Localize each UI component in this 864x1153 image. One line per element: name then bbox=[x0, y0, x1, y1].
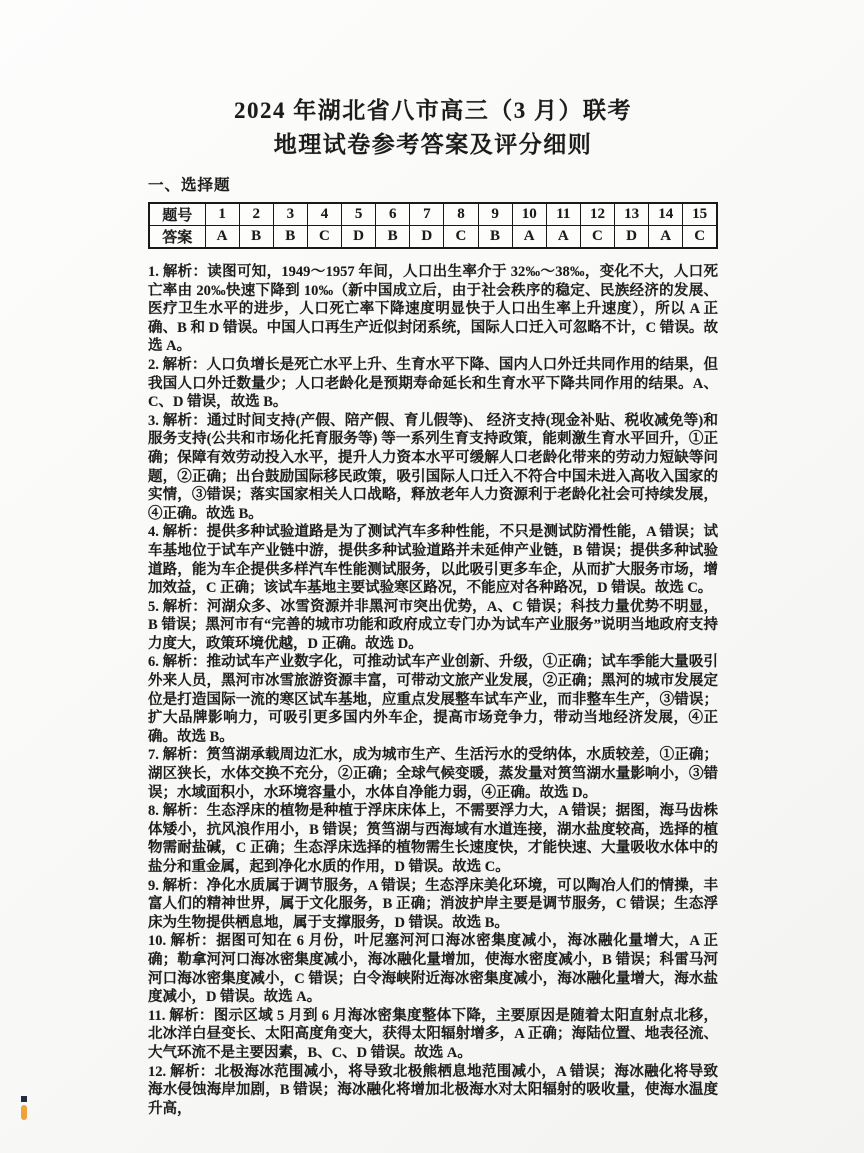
explanation-paragraph: 9. 解析：净化水质属于调节服务，A 错误；生态浮床美化环境，可以陶冶人们的情操，丰富人们的精神世界，属于文化服务，B 正确；消波护岸主要是调节服务，C 错误；生态浮床为生物提供栖息地，属于支撑服务，D 错误。故选 B。 bbox=[148, 877, 718, 931]
row-header-question-number: 题号 bbox=[149, 203, 205, 226]
question-number-cell: 4 bbox=[307, 203, 341, 226]
answer-cell: C bbox=[580, 226, 614, 249]
watermark-i-icon bbox=[20, 1096, 28, 1120]
answer-cell: B bbox=[478, 226, 512, 249]
section-heading-multiple-choice: 一、选择题 bbox=[148, 177, 231, 194]
document-page bbox=[148, 94, 718, 1118]
explanation-paragraph: 6. 解析：推动试车产业数字化，可推动试车产业创新、升级，①正确；试车季能大量吸引外来人员，黑河市冰雪旅游资源丰富，可带动文旅产业发展，②正确；黑河的城市发展定位是打造国际一流的寒区试车基地，应重点发展整车试车产业，而非整车生产，③错误；扩大品牌影响力，可吸引更多国内外车企，提高市场竞争力，带动当地经济发展，④正确。故选 B。 bbox=[148, 654, 718, 745]
question-number-cell: 9 bbox=[478, 203, 512, 226]
explanations-section bbox=[148, 263, 718, 1118]
explanation-paragraph: 1. 解析：读图可知，1949～1957 年间，人口出生率介于 32‰～38‰，变化不大，人口死亡率由 20‰快速下降到 10‰（新中国成立后，由于社会秩序的稳定、民族经济的发展、医疗卫生水平的进步，人口死亡率下降速度明显快于人口出生率上升速度），所以 A 正确、B 和 D 错误。中国人口再生产近似封闭系统，国际人口迁入可忽略不计，C 错误。故选 A。 bbox=[148, 264, 718, 355]
watermark-bar bbox=[21, 1105, 27, 1120]
answer-cell: A bbox=[205, 226, 239, 249]
question-number-cell: 15 bbox=[683, 203, 717, 226]
explanation-paragraph: 3. 解析：通过时间支持(产假、陪产假、育儿假等)、 经济支持(现金补贴、税收减免等)和服务支持(公共和市场化托育服务等) 等一系列生育支持政策，能刺激生育水平回升，①正确；保障有效劳动投入水平，提升人力资本水平可缓解人口老龄化带来的劳动力短缺等问题，②正确；出台鼓励国际移民政策，吸引国际人口迁入不符合中国未进入高收入国家的实情，③错误；落实国家相关人口战略，释放老年人力资源利于老龄化社会可持续发展，④正确。故选 B。 bbox=[148, 412, 718, 522]
question-number-cell: 7 bbox=[410, 203, 444, 226]
watermark-dot bbox=[21, 1096, 27, 1102]
question-number-row bbox=[149, 203, 717, 226]
exam-title-line1: 2024 年湖北省八市高三（3 月）联考 bbox=[234, 98, 632, 123]
question-number-cell: 2 bbox=[239, 203, 273, 226]
answer-cell: B bbox=[239, 226, 273, 249]
question-number-cell: 3 bbox=[273, 203, 307, 226]
explanation-paragraph: 7. 解析：筼筜湖承载周边汇水，成为城市生产、生活污水的受纳体，水质较差，①正确；湖区狭长，水体交换不充分，②正确；全球气候变暖，蒸发量对筼筜湖水量影响小，③错误；水域面积小，水环境容量小，水体自净能力弱，④正确。故选 D。 bbox=[148, 747, 718, 801]
answer-cell: D bbox=[615, 226, 649, 249]
answer-cell: D bbox=[410, 226, 444, 249]
question-number-cell: 1 bbox=[205, 203, 239, 226]
answer-cell: B bbox=[376, 226, 410, 249]
question-number-cell: 6 bbox=[376, 203, 410, 226]
explanation-paragraph: 12. 解析：北极海冰范围减小，将导致北极熊栖息地范围减小，A 错误；海冰融化将导致海水侵蚀海岸加剧，B 错误；海冰融化将增加北极海水对太阳辐射的吸收量，使海水温度升高， bbox=[148, 1063, 718, 1117]
answer-cell: B bbox=[273, 226, 307, 249]
exam-title-line2: 地理试卷参考答案及评分细则 bbox=[273, 132, 593, 157]
row-header-answer: 答案 bbox=[149, 226, 205, 249]
answer-cell: C bbox=[307, 226, 341, 249]
explanation-paragraph: 11. 解析：图示区域 5 月到 6 月海冰密集度整体下降，主要原因是随着太阳直射点北移，北冰洋白昼变长、太阳高度角变大，获得太阳辐射增多，A 正确；海陆位置、地表径流、大气环流不是主要因素，B、C、D 错误。故选 A。 bbox=[148, 1007, 718, 1061]
answer-cell: C bbox=[683, 226, 717, 249]
explanation-paragraph: 8. 解析：生态浮床的植物是种植于浮床床体上，不需要浮力大，A 错误；据图，海马齿株体矮小，抗风浪作用小，B 错误；筼筜湖与西海域有水道连接，湖水盐度较高，选择的植物需耐盐碱，C 正确；生态浮床选择的植物需生长速度快，才能快速、大量吸收水体中的盐分和重金属，起到净化水质的作用，D 错误。故选 C。 bbox=[148, 803, 718, 875]
question-number-cell: 8 bbox=[444, 203, 478, 226]
explanation-paragraph: 5. 解析：河湖众多、冰雪资源并非黑河市突出优势，A、C 错误；科技力量优势不明显，B 错误；黑河市有“完善的城市功能和政府成立专门办为试车产业服务”说明当地政府支持力度大，政策环境优越，D 正确。故选 D。 bbox=[148, 598, 718, 652]
question-number-cell: 12 bbox=[580, 203, 614, 226]
answer-cell: C bbox=[444, 226, 478, 249]
explanation-paragraph: 4. 解析：提供多种试验道路是为了测试汽车多种性能，不只是测试防滑性能，A 错误；试车基地位于试车产业链中游，提供多种试验道路并未延伸产业链，B 错误；提供多种试验道路，能为车企提供多样汽车性能测试服务，以此吸引更多车企，从而扩大服务市场，增加效益，C 正确；该试车基地主要试验寒区路况，不能应对各种路况，D 错误。故选 C。 bbox=[148, 524, 718, 597]
answer-table bbox=[148, 202, 718, 249]
question-number-cell: 11 bbox=[546, 203, 580, 226]
answer-cell: A bbox=[649, 226, 683, 249]
explanation-paragraph: 10. 解析：据图可知在 6 月份，叶尼塞河河口海冰密集度减小，海冰融化量增大，A 正确；勒拿河河口海冰密集度减小，海冰融化量增加，使海水密度减小，B 错误；科雷马河河口海冰密集度减小，C 错误；白令海峡附近海冰密集度减小，海冰融化量增大，海水盐度减小，D 错误。故选 A。 bbox=[148, 933, 718, 1006]
question-number-cell: 5 bbox=[342, 203, 376, 226]
question-number-cell: 14 bbox=[649, 203, 683, 226]
question-number-cell: 13 bbox=[615, 203, 649, 226]
answer-row bbox=[149, 226, 717, 249]
title-block bbox=[148, 94, 718, 162]
question-number-cell: 10 bbox=[512, 203, 546, 226]
answer-cell: D bbox=[342, 226, 376, 249]
explanation-paragraph: 2. 解析：人口负增长是死亡水平上升、生育水平下降、国内人口外迁共同作用的结果，但我国人口外迁数量少；人口老龄化是预期寿命延长和生育水平下降共同作用的结果。A、C、D 错误，故选 B。 bbox=[148, 356, 718, 411]
answer-cell: A bbox=[512, 226, 546, 249]
answer-cell: A bbox=[546, 226, 580, 249]
